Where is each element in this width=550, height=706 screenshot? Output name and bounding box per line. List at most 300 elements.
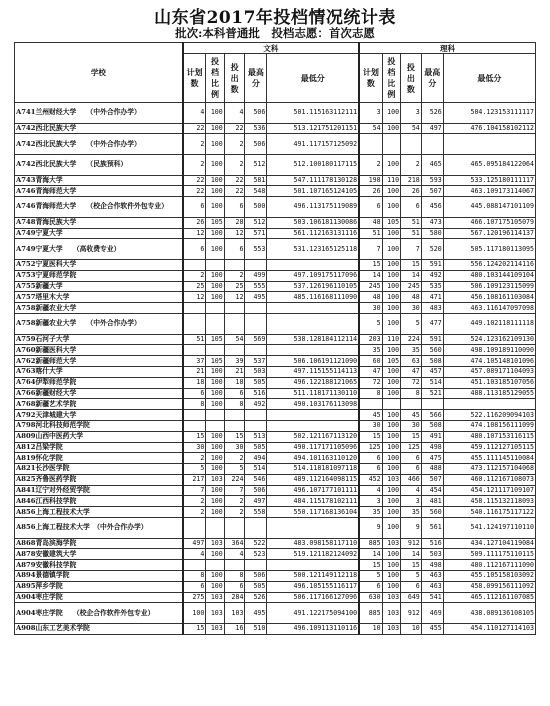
wenke-issued-cell: 2 xyxy=(224,134,245,155)
like-max-cell: 560 xyxy=(421,507,443,518)
like-plan-cell: 72 xyxy=(359,377,382,388)
school-name-cell: A752宁夏医科大学 xyxy=(15,259,183,270)
like-max-cell: 454 xyxy=(421,485,443,496)
school-name-cell: A894景德镇学院 xyxy=(15,571,183,582)
table-row xyxy=(15,507,536,518)
wenke-min-cell: 496.109113110116 xyxy=(267,624,359,635)
wenke-max-cell xyxy=(245,345,267,356)
wenke-issued-cell: 364 xyxy=(224,538,245,549)
table-row xyxy=(15,103,536,124)
like-ratio-cell: 100 xyxy=(382,496,400,507)
wenke-ratio-cell: 100 xyxy=(206,485,224,496)
wenke-min-cell: 513.121751201151 xyxy=(267,123,359,134)
wenke-plan-cell: 5 xyxy=(183,464,206,475)
wenke-issued-cell: 6 xyxy=(224,239,245,260)
like-issued-cell: 15 xyxy=(401,259,422,270)
school-name-cell: A759石河子大学 xyxy=(15,334,183,345)
like-issued-cell: 47 xyxy=(401,366,422,377)
wenke-issued-cell: 284 xyxy=(224,592,245,603)
school-name-cell: A749宁夏大学 （高收费专业） xyxy=(15,239,183,260)
wenke-plan-cell: 51 xyxy=(183,334,206,345)
school-name-cell: A856上海工程技术大学 xyxy=(15,507,183,518)
like-max-cell: 561 xyxy=(421,518,443,539)
wenke-max-cell: 495 xyxy=(245,292,267,303)
wenke-issued-cell: 2 xyxy=(224,270,245,281)
like-issued-cell: 14 xyxy=(401,549,422,560)
wenke-min-cell: 514.118181097118 xyxy=(267,464,359,475)
wenke-min-cell: 512.100180117115 xyxy=(267,154,359,175)
table-row xyxy=(15,270,536,281)
like-issued-cell: 466 xyxy=(401,474,422,485)
table-row xyxy=(15,388,536,399)
wenke-max-cell: 571 xyxy=(245,228,267,239)
like-max-cell: 463 xyxy=(421,571,443,582)
wenke-plan-cell xyxy=(183,560,206,571)
like-ratio-cell: 100 xyxy=(382,453,400,464)
wenke-issued-cell: 103 xyxy=(224,603,245,624)
school-name-cell: A753宁夏师范学院 xyxy=(15,270,183,281)
table-row xyxy=(15,431,536,442)
wenke-plan-cell: 2 xyxy=(183,134,206,155)
wenke-ratio-cell: 100 xyxy=(206,197,224,218)
like-plan-cell: 452 xyxy=(359,474,382,485)
like-min-cell xyxy=(443,134,535,155)
like-max-cell: 477 xyxy=(421,313,443,334)
wenke-max-cell: 499 xyxy=(245,270,267,281)
wenke-min-cell: 511.118171130110 xyxy=(267,388,359,399)
wenke-plan-cell: 4 xyxy=(183,103,206,124)
like-max-cell: 475 xyxy=(421,453,443,464)
wenke-plan-cell: 15 xyxy=(183,431,206,442)
like-max-cell: 473 xyxy=(421,217,443,228)
like-ratio-cell: 100 xyxy=(382,388,400,399)
like-plan-cell: 15 xyxy=(359,560,382,571)
school-name-cell: A895萍乡学院 xyxy=(15,581,183,592)
school-name-cell: A742西北民族大学 （民族预科） xyxy=(15,154,183,175)
like-max-cell: 491 xyxy=(421,431,443,442)
like-min-cell: 438.089136108105 xyxy=(443,603,535,624)
wenke-issued-cell: 6 xyxy=(224,197,245,218)
like-max-cell: 455 xyxy=(421,624,443,635)
like-max-cell: 483 xyxy=(421,303,443,314)
like-plan-cell: 10 xyxy=(359,624,382,635)
like-ratio-cell: 100 xyxy=(382,154,400,175)
like-max-cell: 469 xyxy=(421,603,443,624)
table-row xyxy=(15,217,536,228)
school-name-cell: A904枣庄学院 （校企合作软件外包专业） xyxy=(15,603,183,624)
wenke-max-cell: 516 xyxy=(245,388,267,399)
table-row xyxy=(15,134,536,155)
school-name-cell: A879安徽科技学院 xyxy=(15,560,183,571)
like-max-cell: 514 xyxy=(421,377,443,388)
wenke-issued-cell: 4 xyxy=(224,103,245,124)
wenke-plan-cell: 2 xyxy=(183,496,206,507)
like-issued-cell: 912 xyxy=(401,538,422,549)
like-plan-cell: 48 xyxy=(359,292,382,303)
wenke-ratio-cell: 100 xyxy=(206,281,224,292)
like-max-cell: 457 xyxy=(421,366,443,377)
wenke-max-cell: 492 xyxy=(245,399,267,410)
table-row xyxy=(15,313,536,334)
wenke-min-cell: 531.123165125118 xyxy=(267,239,359,260)
school-name-cell: A846江西科技学院 xyxy=(15,496,183,507)
wenke-min-cell: 496.105155116117 xyxy=(267,581,359,592)
wenke-max-cell: 526 xyxy=(245,592,267,603)
wenke-min-cell: 538.128184112114 xyxy=(267,334,359,345)
wenke-max-cell: 506 xyxy=(245,103,267,124)
like-min-cell: 434.127104119084 xyxy=(443,538,535,549)
table-row xyxy=(15,334,536,345)
wenke-min-cell: 490.117171105096 xyxy=(267,442,359,453)
wenke-plan-cell xyxy=(183,303,206,314)
wenke-min-cell xyxy=(267,313,359,334)
like-ratio-cell: 103 xyxy=(382,624,400,635)
table-row xyxy=(15,603,536,624)
like-min-cell: 463.116147097098 xyxy=(443,303,535,314)
school-name-cell: A746青海师范大学 xyxy=(15,186,183,197)
like-plan-cell: 30 xyxy=(359,303,382,314)
wenke-max-cell xyxy=(245,313,267,334)
wenke-max-cell xyxy=(245,303,267,314)
like-min-header: 最低分 xyxy=(443,54,535,103)
table-row xyxy=(15,538,536,549)
wenke-plan-cell: 25 xyxy=(183,281,206,292)
wenke-issued-cell: 12 xyxy=(224,292,245,303)
like-issued-cell: 3 xyxy=(401,103,422,124)
wenke-issued-cell: 224 xyxy=(224,474,245,485)
like-ratio-cell: 100 xyxy=(382,464,400,475)
like-min-cell: 459.112127105115 xyxy=(443,442,535,453)
table-row xyxy=(15,560,536,571)
wenke-ratio-cell: 100 xyxy=(206,270,224,281)
table-row xyxy=(15,399,536,410)
table-row xyxy=(15,485,536,496)
table-row xyxy=(15,303,536,314)
wenke-plan-cell: 37 xyxy=(183,356,206,367)
like-plan-cell: 885 xyxy=(359,603,382,624)
like-plan-cell: 4 xyxy=(359,485,382,496)
like-min-cell: 474.108156111099 xyxy=(443,420,535,431)
wenke-plan-cell xyxy=(183,259,206,270)
like-ratio-cell: 110 xyxy=(382,175,400,186)
like-issued-cell: 51 xyxy=(401,228,422,239)
like-plan-cell: 245 xyxy=(359,281,382,292)
school-name-cell: A825齐鲁医药学院 xyxy=(15,474,183,485)
like-max-cell: 507 xyxy=(421,186,443,197)
like-issued-cell: 649 xyxy=(401,592,422,603)
like-ratio-cell: 100 xyxy=(382,228,400,239)
wenke-ratio-cell: 105 xyxy=(206,356,224,367)
like-min-cell: 466.107175105079 xyxy=(443,217,535,228)
like-issued-cell: 72 xyxy=(401,377,422,388)
like-plan-cell: 35 xyxy=(359,507,382,518)
table-row xyxy=(15,592,536,603)
table-row xyxy=(15,154,536,175)
like-plan-cell: 14 xyxy=(359,549,382,560)
wenke-plan-cell: 6 xyxy=(183,581,206,592)
table-row xyxy=(15,292,536,303)
wenke-ratio-cell: 100 xyxy=(206,453,224,464)
wenke-plan-cell: 2 xyxy=(183,453,206,464)
table-row xyxy=(15,239,536,260)
like-max-cell: 463 xyxy=(421,581,443,592)
like-ratio-cell: 100 xyxy=(382,581,400,592)
wenke-plan-cell: 2 xyxy=(183,154,206,175)
like-plan-cell: 6 xyxy=(359,453,382,464)
like-max-cell: 593 xyxy=(421,175,443,186)
like-plan-cell: 125 xyxy=(359,442,382,453)
like-ratio-cell: 100 xyxy=(382,281,400,292)
school-name-cell: A741兰州财经大学 （中外合作办学） xyxy=(15,103,183,124)
like-min-cell: 454.121117109107 xyxy=(443,485,535,496)
wenke-max-cell: 523 xyxy=(245,549,267,560)
like-plan-cell: 48 xyxy=(359,217,382,228)
wenke-issued-cell xyxy=(224,410,245,421)
wenke-max-cell: 522 xyxy=(245,538,267,549)
wenke-issued-cell xyxy=(224,420,245,431)
like-max-cell xyxy=(421,399,443,410)
table-row xyxy=(15,175,536,186)
wenke-max-cell: 548 xyxy=(245,186,267,197)
school-name-cell: A746青海师范大学 （校企合作软件外包专业） xyxy=(15,197,183,218)
like-issued-cell xyxy=(401,399,422,410)
wenke-plan-cell: 7 xyxy=(183,485,206,496)
wenke-plan-cell: 22 xyxy=(183,186,206,197)
wenke-max-cell: 505 xyxy=(245,442,267,453)
like-ratio-cell: 100 xyxy=(382,420,400,431)
like-min-cell: 455.105158103092 xyxy=(443,571,535,582)
wenke-issued-cell: 2 xyxy=(224,453,245,464)
like-min-cell: 480.103144109104 xyxy=(443,270,535,281)
wenke-issued-cell: 30 xyxy=(224,442,245,453)
table-row xyxy=(15,186,536,197)
like-plan-cell: 15 xyxy=(359,431,382,442)
wenke-max-cell: 546 xyxy=(245,474,267,485)
wenke-plan-cell xyxy=(183,518,206,539)
school-name-cell: A908山东工艺美术学院 xyxy=(15,624,183,635)
like-issued-cell: 35 xyxy=(401,507,422,518)
admission-table xyxy=(14,42,536,635)
table-row xyxy=(15,624,536,635)
school-name-cell: A792天津城建大学 xyxy=(15,410,183,421)
wenke-min-cell: 490.103176113098 xyxy=(267,399,359,410)
like-plan-cell: 51 xyxy=(359,228,382,239)
wenke-min-cell: 561.112163131116 xyxy=(267,228,359,239)
wenke-min-cell: 489.112164098115 xyxy=(267,474,359,485)
like-min-cell: 480.107153116115 xyxy=(443,431,535,442)
school-name-cell: A819怀化学院 xyxy=(15,453,183,464)
like-ratio-cell xyxy=(382,134,400,155)
wenke-max-cell: 558 xyxy=(245,507,267,518)
school-name-cell: A758新疆农业大学 xyxy=(15,303,183,314)
like-max-cell: 591 xyxy=(421,334,443,345)
school-name-cell: A758新疆农业大学 （中外合作办学） xyxy=(15,313,183,334)
like-issued-cell: 218 xyxy=(401,175,422,186)
like-max-cell: 535 xyxy=(421,281,443,292)
wenke-plan-cell: 12 xyxy=(183,228,206,239)
wenke-max-cell: 506 xyxy=(245,571,267,582)
table-row xyxy=(15,442,536,453)
like-max-cell: 516 xyxy=(421,538,443,549)
like-max-cell: 498 xyxy=(421,442,443,453)
like-ratio-cell: 100 xyxy=(382,345,400,356)
like-max-cell: 520 xyxy=(421,239,443,260)
school-name-cell: A760新疆医科大学 xyxy=(15,345,183,356)
wenke-issued-cell: 15 xyxy=(224,431,245,442)
wenke-max-cell: 537 xyxy=(245,356,267,367)
like-plan-cell: 6 xyxy=(359,464,382,475)
like-issued-cell: 45 xyxy=(401,410,422,421)
like-min-cell: 451.103185107056 xyxy=(443,377,535,388)
table-row xyxy=(15,345,536,356)
wenke-issued-cell: 7 xyxy=(224,485,245,496)
like-issued-cell: 10 xyxy=(401,624,422,635)
wenke-plan-cell: 6 xyxy=(183,239,206,260)
like-min-cell: 567.120196114137 xyxy=(443,228,535,239)
like-ratio-header: 投档比例 xyxy=(382,54,400,103)
like-issued-cell: 6 xyxy=(401,581,422,592)
like-min-cell: 524.123162109130 xyxy=(443,334,535,345)
wenke-issued-cell: 8 xyxy=(224,399,245,410)
like-issued-cell: 35 xyxy=(401,345,422,356)
like-min-cell: 465.095184122064 xyxy=(443,154,535,175)
like-issued-cell: 245 xyxy=(401,281,422,292)
like-issued-cell: 2 xyxy=(401,154,422,175)
table-row xyxy=(15,377,536,388)
wenke-ratio-cell: 103 xyxy=(206,624,224,635)
like-ratio-cell: 100 xyxy=(382,239,400,260)
like-ratio-cell xyxy=(382,399,400,410)
wenke-ratio-cell: 103 xyxy=(206,538,224,549)
wenke-ratio-cell: 100 xyxy=(206,292,224,303)
like-plan-cell: 198 xyxy=(359,175,382,186)
like-plan-cell: 60 xyxy=(359,356,382,367)
like-plan-cell: 9 xyxy=(359,518,382,539)
like-issued-cell: 63 xyxy=(401,356,422,367)
school-name-cell: A749宁夏大学 xyxy=(15,228,183,239)
like-plan-cell: 2 xyxy=(359,154,382,175)
school-name-cell: A764伊犁师范学院 xyxy=(15,377,183,388)
wenke-min-cell xyxy=(267,518,359,539)
wenke-ratio-cell: 103 xyxy=(206,603,224,624)
like-min-cell: 457.089171104093 xyxy=(443,366,535,377)
wenke-issued-cell: 25 xyxy=(224,281,245,292)
wenke-min-cell xyxy=(267,560,359,571)
like-ratio-cell: 100 xyxy=(382,507,400,518)
wenke-max-cell xyxy=(245,518,267,539)
wenke-ratio-cell: 100 xyxy=(206,228,224,239)
wenke-issued-cell: 6 xyxy=(224,581,245,592)
like-min-cell: 463.109173114067 xyxy=(443,186,535,197)
wenke-ratio-cell xyxy=(206,259,224,270)
wenke-plan-cell: 8 xyxy=(183,399,206,410)
wenke-plan-cell: 275 xyxy=(183,592,206,603)
like-plan-header: 计划数 xyxy=(359,54,382,103)
like-ratio-cell: 100 xyxy=(382,259,400,270)
like-max-cell: 566 xyxy=(421,410,443,421)
wenke-max-cell: 512 xyxy=(245,217,267,228)
wenke-plan-cell: 15 xyxy=(183,624,206,635)
like-max-cell: 456 xyxy=(421,197,443,218)
like-issued-cell xyxy=(401,134,422,155)
school-name-cell: A755新疆大学 xyxy=(15,281,183,292)
like-min-cell: 458.115132118093 xyxy=(443,496,535,507)
wenke-max-cell xyxy=(245,560,267,571)
wenke-ratio-cell: 100 xyxy=(206,571,224,582)
like-ratio-cell: 100 xyxy=(382,197,400,218)
like-issued-cell: 26 xyxy=(401,186,422,197)
wenke-plan-cell: 30 xyxy=(183,442,206,453)
wenke-min-cell: 502.121167113120 xyxy=(267,431,359,442)
like-issued-cell: 9 xyxy=(401,518,422,539)
wenke-plan-cell: 22 xyxy=(183,123,206,134)
wenke-issued-cell: 2 xyxy=(224,507,245,518)
wenke-ratio-cell: 100 xyxy=(206,549,224,560)
like-issued-cell: 3 xyxy=(401,496,422,507)
like-max-cell: 507 xyxy=(421,474,443,485)
wenke-ratio-cell: 103 xyxy=(206,474,224,485)
wenke-plan-cell: 22 xyxy=(183,175,206,186)
like-max-cell: 465 xyxy=(421,154,443,175)
wenke-min-cell: 550.117168136104 xyxy=(267,507,359,518)
wenke-min-cell: 483.098158117110 xyxy=(267,538,359,549)
wenke-max-cell: 506 xyxy=(245,134,267,155)
like-min-cell: 540.116175117122 xyxy=(443,507,535,518)
like-min-cell: 509.111175110115 xyxy=(443,549,535,560)
wenke-min-cell: 497.115155114113 xyxy=(267,366,359,377)
like-ratio-cell: 100 xyxy=(382,442,400,453)
table-row xyxy=(15,123,536,134)
wenke-ratio-cell: 100 xyxy=(206,496,224,507)
wenke-ratio-cell: 100 xyxy=(206,175,224,186)
wenke-min-cell: 547.111178130128 xyxy=(267,175,359,186)
wenke-ratio-cell: 105 xyxy=(206,334,224,345)
wenke-issued-cell xyxy=(224,560,245,571)
wenke-plan-cell: 100 xyxy=(183,603,206,624)
wenke-ratio-cell xyxy=(206,420,224,431)
wenke-min-cell: 496.107177101111 xyxy=(267,485,359,496)
like-max-cell: 541 xyxy=(421,592,443,603)
table-row xyxy=(15,228,536,239)
like-issued-cell: 8 xyxy=(401,388,422,399)
like-issued-cell: 6 xyxy=(401,453,422,464)
table-row xyxy=(15,496,536,507)
wenke-plan-cell: 4 xyxy=(183,549,206,560)
school-name-cell: A821长沙医学院 xyxy=(15,464,183,475)
wenke-max-cell: 512 xyxy=(245,154,267,175)
wenke-min-cell: 506.117166127096 xyxy=(267,592,359,603)
school-name-cell: A742西北民族大学 （中外合作办学） xyxy=(15,134,183,155)
like-ratio-cell: 100 xyxy=(382,518,400,539)
like-issued-cell: 48 xyxy=(401,292,422,303)
like-plan-cell: 7 xyxy=(359,239,382,260)
wenke-max-cell: 553 xyxy=(245,239,267,260)
wenke-ratio-cell xyxy=(206,518,224,539)
like-ratio-cell: 100 xyxy=(382,431,400,442)
wenke-plan-cell xyxy=(183,345,206,356)
like-plan-cell: 47 xyxy=(359,366,382,377)
like-plan-cell: 8 xyxy=(359,388,382,399)
like-issued-cell: 125 xyxy=(401,442,422,453)
like-min-cell: 505.117180113095 xyxy=(443,239,535,260)
like-issued-cell: 224 xyxy=(401,334,422,345)
like-plan-cell: 3 xyxy=(359,496,382,507)
like-plan-cell: 14 xyxy=(359,270,382,281)
wenke-plan-cell: 497 xyxy=(183,538,206,549)
wenke-min-cell: 497.109175117096 xyxy=(267,270,359,281)
like-plan-cell: 15 xyxy=(359,259,382,270)
wenke-min-cell: 503.106181130086 xyxy=(267,217,359,228)
